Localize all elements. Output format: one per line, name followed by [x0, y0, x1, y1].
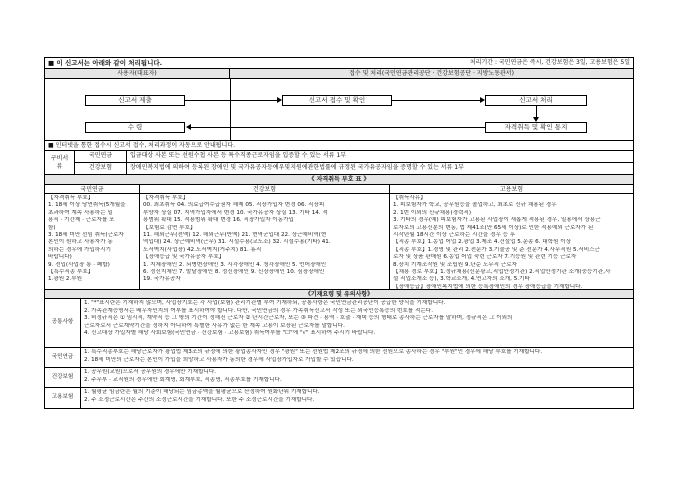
- pension-code-line: 3. 18세 미만 선임 취득(근로자: [48, 232, 124, 239]
- employment-code-line: 로자로의 고용신분의 변동, 법 제41조(만 65세 이상)로 인한 적용예외 근로자가 된: [393, 224, 594, 231]
- employment-code-line: 시작년월 18시간 이상 근로하는 시간을 경우 등 후: [393, 232, 516, 239]
- notes-section-body: [81, 348, 633, 367]
- notes-common-label: 공통사항: [45, 299, 81, 347]
- note-sections: [45, 348, 633, 408]
- step-processing: 신고서 처리: [485, 95, 587, 106]
- notes-section-line: 1. 특수직종부호는 해당근로자가 광업법 제3조의 규정에 의한 광업종사자인 경우 "광원" 또는 선원법 제2조의 규정에 의한 선원으로 종사하는 경우 "부원"인 경우에 해당 부호를 기재합니다.: [84, 349, 543, 355]
- employment-code-line: 【채용 경로 부호】1.정규채용(신문광고,직업안정기관) 2.직업안정기관 소개(중등기관,사: [393, 269, 611, 276]
- notes-section-label: 국민연금: [45, 348, 81, 367]
- pension-code-line: 용직 · 기간제 · 근로자를 포: [48, 217, 115, 224]
- processor-header: 접수 및 처리(국민연금관리공단 · 건강보험공단 · 지방노동관서): [349, 70, 514, 77]
- health-code-line: 【보험료 감면 부호】: [143, 224, 196, 231]
- health-code-line: 도서벽지(사업장) 42.도서벽지(거주지) 81. 휴직: [143, 246, 262, 253]
- employment-codes: [390, 194, 633, 289]
- employment-code-line: 【직종 부호】1.농업 어업 2.광업 3.제조 4.건설업 5.운송 6. 대학원 이상: [393, 239, 572, 246]
- col-health: 건강보험: [140, 185, 390, 193]
- notes-section-line: 2. 18세 미만의 근로자는 본인이 가입을 희망하고 사용자가 동의한 경우에 사업장가입자로 가입할 수 있습니다.: [84, 356, 354, 363]
- step-notify: 자격취득 및 확인 통지: [485, 122, 587, 133]
- pension-code-line: 【자격취득 부호】: [48, 195, 94, 201]
- notes-section-line: 1. 공무원(교원)으로서 공무원의 경우에만 기재합니다.: [84, 369, 217, 375]
- notes-section-label: 건강보험: [45, 368, 81, 387]
- notes-section-line: 1. 월평균 임금란은 월의 기준이 해당되는 임금총액을 월평균으로 산정하여 원화단위 기재합니다.: [84, 389, 320, 395]
- notes-section: [45, 348, 633, 368]
- notes-title-row: [45, 290, 633, 299]
- health-code-line: 1. 지체장애인 2. 뇌병변장애인 3. 시각장애인 4. 청각장애인 5. 언어장애인: [143, 261, 327, 268]
- step-submit: 신고서 제출: [85, 95, 185, 106]
- health-code-line: 【장애등급 및 국가유공자 부호】: [143, 254, 225, 261]
- health-code-line: 【자격취득 부호】: [143, 195, 189, 201]
- docs-label: 구비서류: [45, 151, 75, 174]
- common-note-line: 1. "*"표시란은 기재하지 않으며, 사업장기호는 각 사업(보험) 관리기관별 부여 기재하되, 공통사항은 국민연금관리공단이 공급한 양식을 기재합니다.: [84, 300, 446, 306]
- pension-code-line: 본인이 원하고 사용자가 동: [48, 239, 113, 246]
- codes-body: [45, 194, 633, 290]
- employment-code-line: 8.장치 기계조작원 및 조립원 9.단순 노무직 근로자: [393, 261, 518, 268]
- notes-section-label: 고용보험: [45, 388, 81, 408]
- common-note-line: 2. 가족관계증명서는 배우자인지의 여부를 표시하여야 합니다. 다만, 국민연금의 경우 가족취득신고서 작성 또는 외국인등록증의 번호를 적는다.: [84, 307, 433, 314]
- internet-notice: ■ 인터넷을 통한 접수시 신고서 접수, 처리과정이 자동으로 안내됩니다.: [48, 142, 236, 149]
- employment-code-line: 【장애등급】장애인복지법에 의한 등록장애인의 경우 장애등급을 기재합니다.: [393, 283, 583, 290]
- applicant-header: 사용자(대표자): [45, 69, 230, 78]
- pension-code-line: 【특수직종 부호】: [48, 269, 94, 276]
- pension-code-line: 9. 전입(사업장 통 · 폐합): [48, 261, 110, 268]
- employment-code-line: 【취득사유】: [393, 195, 426, 201]
- employment-code-line: 【직종 부호】1.경영 및 관리 2.전문가 3.기술공 및 준 전문가 4.사무직원 5.서비스근: [393, 246, 600, 253]
- internet-notice-row: [45, 141, 633, 151]
- required-docs: [45, 151, 633, 175]
- health-code-line: 19. 국가유공자: [143, 276, 181, 283]
- pension-code-line: 바랍니다): [48, 254, 72, 261]
- health-code-line: 역입대) 24. 상근예비역(근무) 31. 시설수용(교도소) 32. 시설수용(기타) 41.: [143, 239, 331, 246]
- employment-code-line: 3. 기타의 경우(예) 피보험자가 고용된 사업장이 새롭게 적용된 경우, 일용에서 상용근: [393, 217, 601, 224]
- step-receipt: 신고서 접수 및 확인: [282, 95, 392, 106]
- col-pension: 국민연금: [45, 185, 140, 193]
- process-notice-form: [44, 57, 634, 409]
- common-note-line: 4. 신고대상 가입자별 해당 사회보험(국민연금 · 건강보험 · 고용보험) 취득여부를 "☐"에 "√" 표시하여 주시기 바랍니다.: [84, 330, 376, 337]
- pension-code-line: 1.광원 2.부원: [48, 276, 83, 283]
- notes-section-line: 2. 주 소정근로시간은 주간의 소정근로시간을 기재합니다. 또한 주 소정근로시간을 기재합니다.: [84, 396, 315, 403]
- common-note-line: 근로자로서 근로계약기간을 정하지 아니하여 특별한 사유가 없는 한 계속 고용이 보장된 근로자를 말합니다.: [84, 322, 345, 329]
- pension-code-line: 초과하여 계속 사용하는 일: [48, 209, 113, 216]
- employment-code-line: 설 직업소개소 등), 3.학교소개, 4.연고자의 소개, 5.기타: [393, 276, 530, 283]
- common-note-line: 3. 비정규직은 ① 임시직, 계약직 등 그 밖의 기간이 정해진 근로자 ② 단시간근로자, 또는 ③ 파견 · 용역 · 호출 · 재택 등의 형태로 종사하는 근로자를 말하며, 정규직은 그 이외의: [84, 315, 513, 322]
- employment-code-line: 2. 1번 이외의 신규채용(경력직): [393, 209, 472, 216]
- pension-code-line: 함): [48, 224, 56, 231]
- notes-section-body: [81, 388, 633, 408]
- processing-deadline: 처리기간 : 국민연금은 즉시, 건강보험은 3일, 고용보험은 5일: [469, 59, 630, 67]
- employment-code-line: 1. 피보험자가 학교, 공무원등을 졸업하고, 최초로 신규 채용된 경우: [393, 202, 557, 209]
- codes-title-row: [45, 175, 633, 185]
- docs-pension-desc: 입금대상 사본 또는 선원수첩 사본 등 특수직종근로자임을 입증할 수 있는 서류 1부: [130, 152, 347, 159]
- health-codes: [140, 194, 390, 289]
- employment-code-line: 로자 및 상품 판매원 6.농업 어업 숙련 근로자 7.기능원 및 관련 기능 근로자: [393, 254, 577, 261]
- process-flow: [45, 79, 633, 141]
- process-header: [45, 69, 633, 79]
- codes-columns: [45, 185, 633, 194]
- pension-codes: [45, 194, 140, 289]
- notes-title: 《기재요령 및 유의사항》: [304, 291, 374, 298]
- health-code-line: 00. 최초취득 04. 의료급여수급권자 해제 05. 직장가입자 변경 06. 직장피: [143, 202, 325, 209]
- health-code-line: 11. 해외근무(전액) 12. 해외근무(반액) 21. 현역군입대 22. 상근예비역(현: [143, 232, 327, 239]
- health-code-line: 부양자 상실 07. 지역가입자에서 변경 10. 국가유공자 상실 13. 기타 14. 적: [143, 209, 328, 216]
- notes-section: [45, 368, 633, 388]
- codes-title: 《 자격취득 부호 표 》: [308, 176, 370, 183]
- col-employment: 고용보험: [499, 186, 524, 193]
- step-receive: 수 령: [85, 122, 185, 133]
- docs-health-name: 건강보험: [75, 163, 127, 174]
- title-bar: [45, 58, 633, 69]
- notes-section-body: [81, 368, 633, 387]
- docs-pension-name: 국민연금: [75, 151, 127, 162]
- common-notes: [81, 299, 633, 347]
- docs-health-desc: 장애인복지법에 의하여 등록된 장애인 및 국가유공자등예우및지원에관한법률에 규정된 국가유공자임을 증명할 수 있는 서류 1부: [130, 164, 464, 171]
- health-code-line: 용범위 확대 15. 적용범위 확대 변경 16. 직장가입자 이동가입: [143, 217, 294, 224]
- notes-section: [45, 388, 633, 408]
- pension-code-line: 의하는 경우에 가입하시기: [48, 246, 111, 253]
- page-title: ■ 이 신고서는 아래와 같이 처리됩니다.: [48, 58, 163, 67]
- pension-code-line: 1. 18세 이상 당연취득(5개월을: [48, 202, 126, 209]
- notes-common: [45, 299, 633, 348]
- health-code-line: 6. 정신지체인 7. 발달장애인 8. 정신장애인 9. 신장장애인 10. 심장장애인: [143, 269, 325, 276]
- notes-section-line: 2. 주무부 · 교직원의 경우에만 회계명, 회계부호, 직종명, 직종부호를 기재합니다.: [84, 376, 282, 383]
